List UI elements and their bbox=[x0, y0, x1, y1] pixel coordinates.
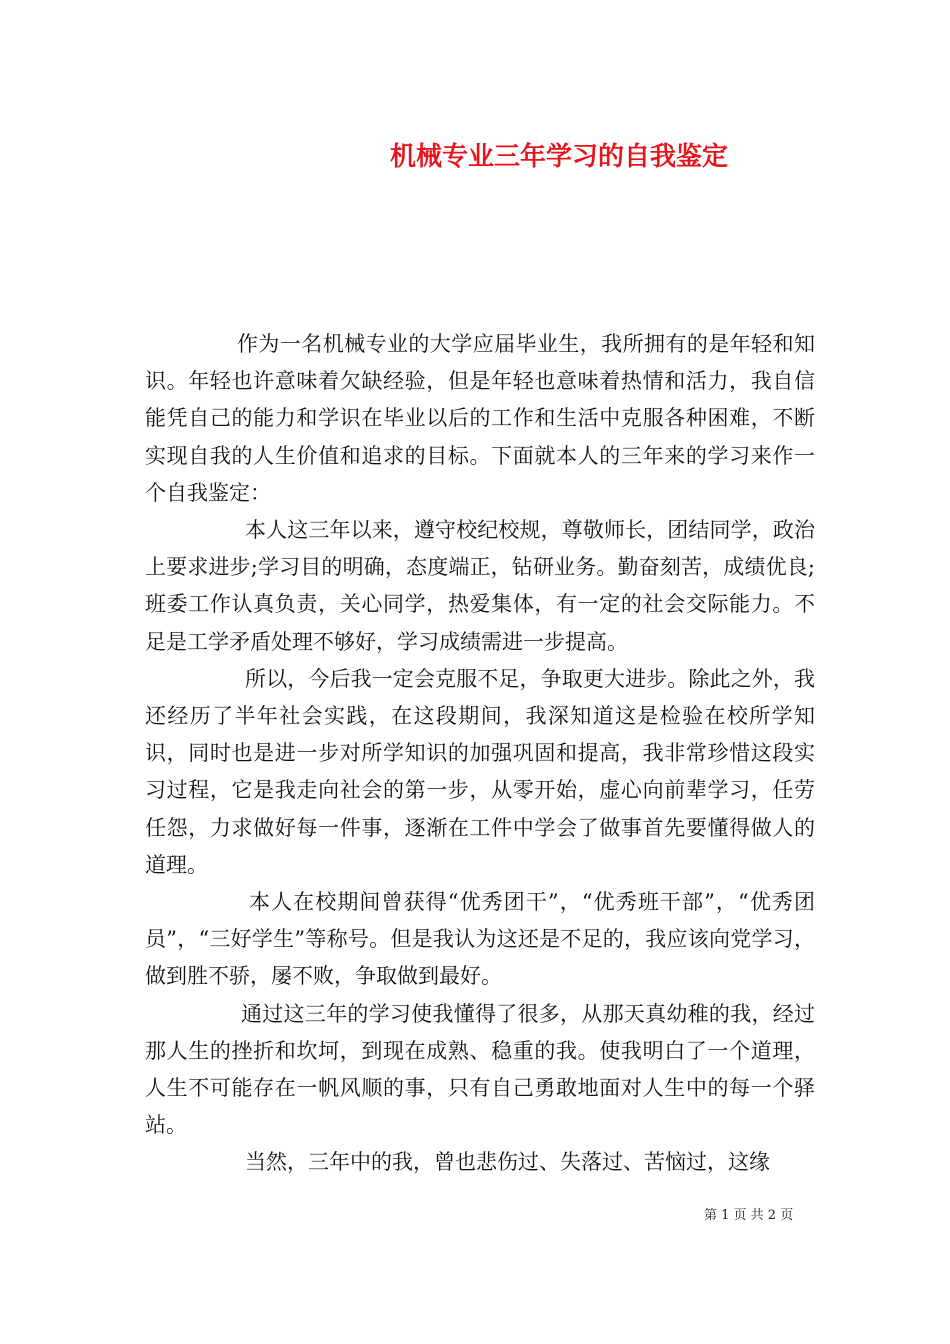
paragraph-conduct: 本人这三年以来，遵守校纪校规，尊敬师长，团结同学，政治上要求进步;学习目的明确，态度端正，钻研业务。勤奋刻苦，成绩优良;班委工作认真负责，关心同学，热爱集体，有一定的社会交际能力。不足是工学矛盾处理不够好，学习成绩需进一步提高。 bbox=[145, 518, 815, 654]
document-body bbox=[145, 326, 815, 1182]
paragraph-growth: 通过这三年的学习使我懂得了很多，从那天真幼稚的我，经过那人生的挫折和坎坷，到现在成熟、稳重的我。使我明白了一个道理，人生不可能存在一帆风顺的事，只有自己勇敢地面对人生中的每一个驿站。 bbox=[145, 1001, 815, 1138]
paragraph-honors: 本人在校期间曾获得“优秀团干”，“优秀班干部”，“优秀团员”，“三好学生”等称号。但是我认为这还是不足的，我应该向党学习，做到胜不骄，屡不败，争取做到最好。 bbox=[145, 890, 815, 989]
paragraph-intro: 作为一名机械专业的大学应届毕业生，我所拥有的是年轻和知识。年轻也许意味着欠缺经验，但是年轻也意味着热情和活力，我自信能凭自己的能力和学识在毕业以后的工作和生活中克服各种困难，不断实现自我的人生价值和追求的目标。下面就本人的三年来的学习来作一个自我鉴定： bbox=[145, 332, 815, 505]
page-number-footer: 第 1 页 共 2 页 bbox=[704, 1208, 794, 1223]
paragraph-continued: 当然，三年中的我，曾也悲伤过、失落过、苦恼过，这缘 bbox=[245, 1150, 770, 1175]
document-title: 机械专业三年学习的自我鉴定 bbox=[390, 142, 729, 172]
paragraph-practice: 所以，今后我一定会克服不足，争取更大进步。除此之外，我还经历了半年社会实践，在这段期间，我深知道这是检验在校所学知识，同时也是进一步对所学知识的加强巩固和提高，我非常珍惜这段实习过程，它是我走向社会的第一步，从零开始，虚心向前辈学习，任劳任怨，力求做好每一件事，逐渐在工件中学会了做事首先要懂得做人的道理。 bbox=[145, 666, 815, 877]
